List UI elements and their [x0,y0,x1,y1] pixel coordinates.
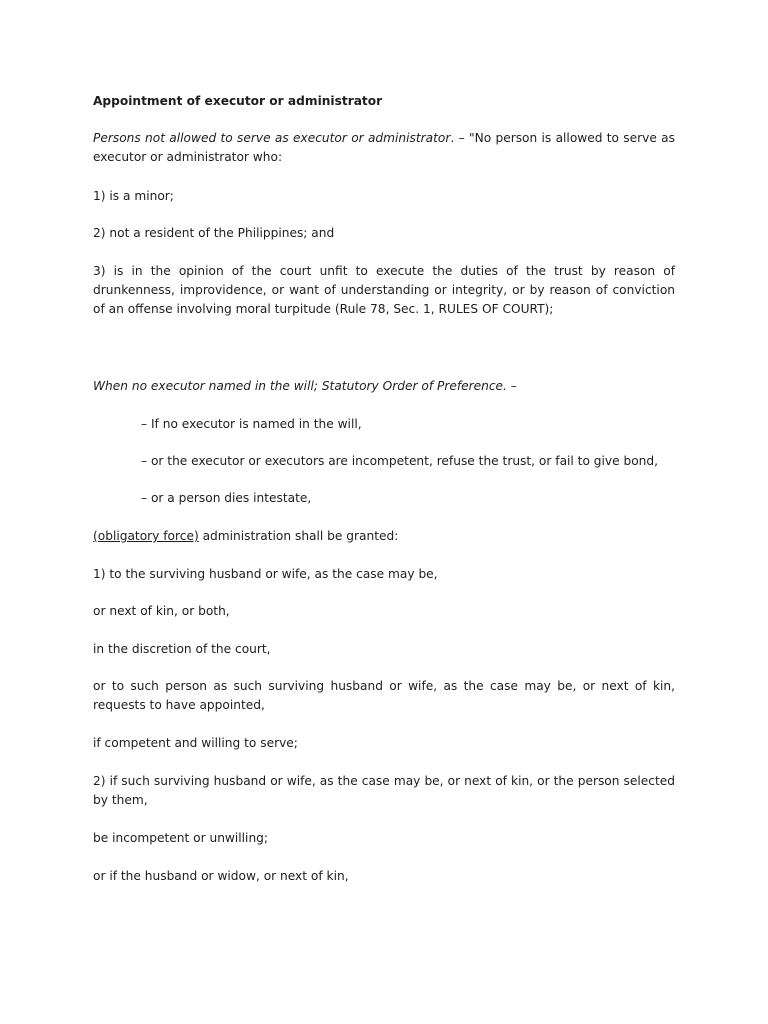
disqualification-item-3: 3) is in the opinion of the court unfit to execute the duties of the trust by reason of drunkenness, improvidence, or want of understanding or integrity, or by reason of conviction of an offense involving moral turpitude (Rule 78, Sec. 1, RULES OF COURT); [93,264,675,316]
condition-item-3: – or a person dies intestate, [141,491,312,505]
disqualification-item-1: 1) is a minor; [93,189,174,203]
order-item-1e: if competent and willing to serve; [93,736,298,750]
condition-item-1: – If no executor is named in the will, [141,417,362,431]
obligatory-text: administration shall be granted: [198,529,399,543]
disqualification-item-2: 2) not a resident of the Philippines; and [93,226,335,240]
order-item-1: 1) to the surviving husband or wife, as the case may be, [93,567,438,581]
persons-not-allowed-separator: . – [450,131,469,145]
condition-item-2: – or the executor or executors are incompetent, refuse the trust, or fail to give bond, [141,454,659,468]
persons-not-allowed-text: "No person is allowed to serve as executor or administrator who: [93,131,675,164]
document-heading: Appointment of executor or administrator [93,94,383,108]
preference-separator: – [506,379,517,393]
preference-heading [93,377,675,396]
preference-title: When no executor named in the will; Statutory Order of Preference. [93,379,507,393]
persons-not-allowed-paragraph [93,129,675,167]
obligatory-paragraph [93,527,675,546]
persons-not-allowed-title: Persons not allowed to serve as executor or administrator [93,131,451,145]
order-item-2: 2) if such surviving husband or wife, as the case may be, or next of kin, or the person selected by them, [93,774,675,807]
order-item-2c: or if the husband or widow, or next of kin, [93,869,349,883]
order-item-2b: be incompetent or unwilling; [93,831,269,845]
order-item-1d: or to such person as such surviving husband or wife, as the case may be, or next of kin, requests to have appointed, [93,679,675,712]
order-item-1c: in the discretion of the court, [93,642,271,656]
order-item-1b: or next of kin, or both, [93,604,230,618]
obligatory-label: (obligatory force) [93,529,199,543]
